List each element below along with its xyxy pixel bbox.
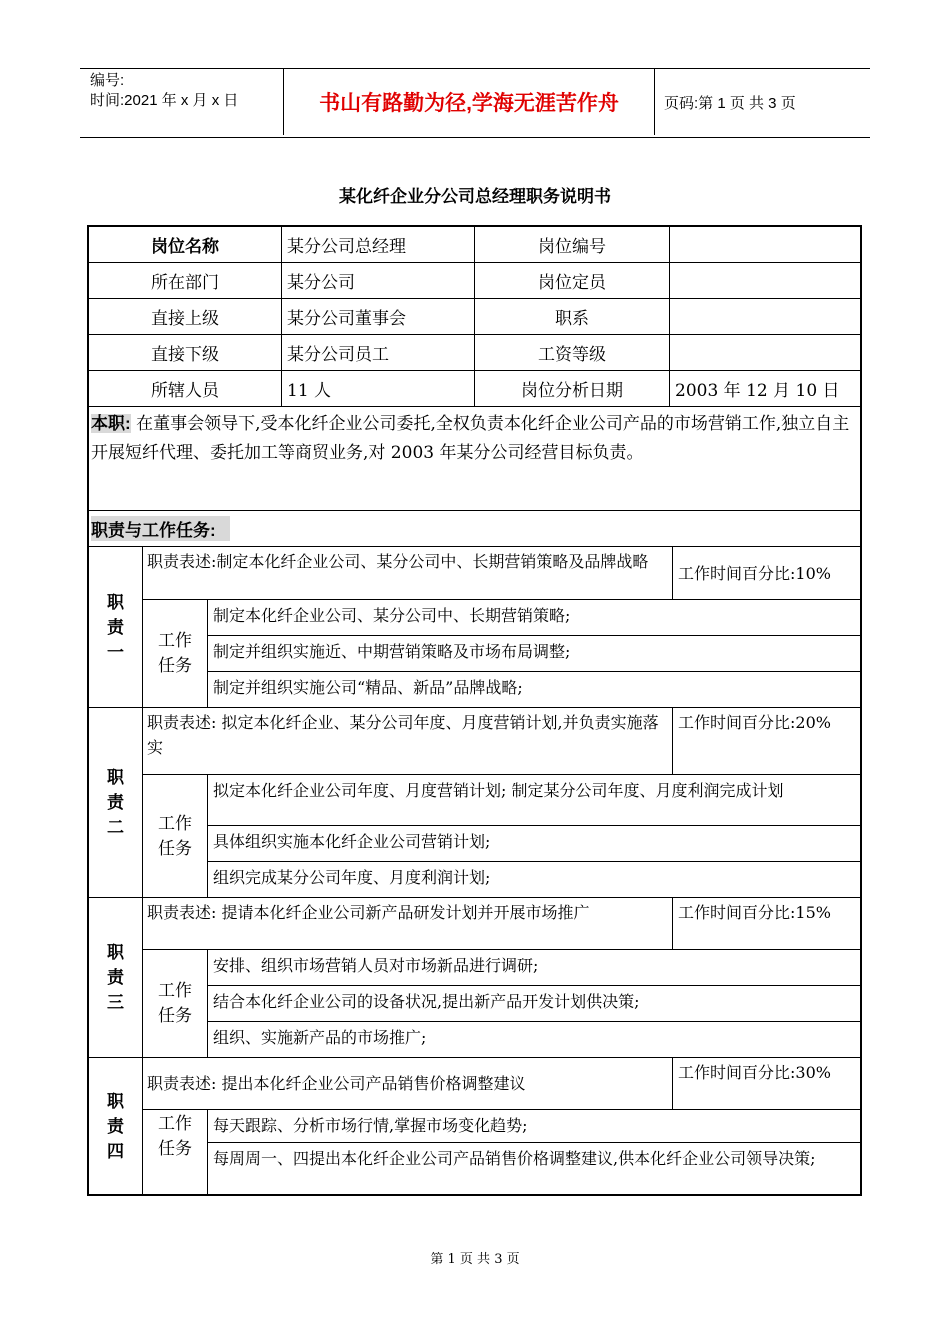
task-label-cell (143, 775, 208, 898)
responsibility-block (89, 1058, 860, 1194)
time-percentage: 工作时间百分比:10% (678, 564, 831, 583)
info-key: 岗位分析日期 (475, 371, 670, 406)
task-item: 制定本化纤企业公司、某分公司中、长期营销策略; (208, 600, 860, 636)
responsibility-block (89, 708, 860, 898)
responsibility-desc: 职责表述: 提请本化纤企业公司新产品研发计划并开展市场推广 (143, 898, 673, 949)
info-key: 所在部门 (89, 263, 282, 298)
document-title: 某化纤企业分公司总经理职务说明书 (339, 187, 611, 206)
task-item: 具体组织实施本化纤企业公司营销计划; (208, 826, 860, 862)
task-item: 拟定本化纤企业公司年度、月度营销计划; 制定某分公司年度、月度利润完成计划 (208, 775, 860, 826)
header-meta (90, 71, 280, 111)
info-key: 工资等级 (475, 335, 670, 370)
responsibility-block (89, 547, 860, 708)
duty-summary (89, 407, 860, 511)
info-row (89, 227, 860, 263)
time-percentage: 工作时间百分比:30% (678, 1063, 831, 1082)
responsibility-desc: 职责表述:制定本化纤企业公司、某分公司中、长期营销策略及品牌战略 (143, 547, 673, 599)
info-row (89, 371, 860, 407)
info-value: 某分公司董事会 (282, 299, 475, 334)
info-value: 某分公司总经理 (282, 227, 475, 262)
responsibility-desc-row (143, 708, 860, 775)
info-value: 某分公司 (282, 263, 475, 298)
responsibility-label: 职责四 (107, 1091, 124, 1161)
info-key: 岗位编号 (475, 227, 670, 262)
task-label: 工作任务 (158, 813, 192, 859)
task-item: 结合本化纤企业公司的设备状况,提出新产品开发计划供决策; (208, 986, 860, 1022)
task-item: 安排、组织市场营销人员对市场新品进行调研; (208, 950, 860, 986)
code-label: 编号: (90, 72, 125, 89)
info-value (670, 299, 860, 334)
info-row (89, 335, 860, 371)
header-motto: 书山有路勤为径,学海无涯苦作舟 (283, 69, 655, 135)
task-item: 组织、实施新产品的市场推广; (213, 1028, 427, 1047)
time-label: 时间:2021 年 x 月 x 日 (90, 92, 239, 109)
info-key: 职系 (475, 299, 670, 334)
header-page-info: 页码:第 1 页 共 3 页 (664, 94, 796, 112)
info-value: 11 人 (282, 371, 475, 406)
responsibility-label: 职责三 (107, 943, 124, 1012)
info-value (670, 227, 860, 262)
job-description-table (87, 225, 862, 1196)
task-item: 制定并组织实施近、中期营销策略及市场布局调整; (208, 636, 860, 672)
task-item: 每天跟踪、分析市场行情,掌握市场变化趋势; (208, 1110, 860, 1143)
info-key: 岗位名称 (89, 227, 282, 262)
duty-text: 在董事会领导下,受本化纤企业公司委托,全权负责本化纤企业公司产品的市场营销工作,独立自主开展短纤代理、委托加工等商贸业务,对 2003 年某分公司经营目标负责。 (91, 414, 850, 463)
responsibility-block (89, 898, 860, 1058)
responsibility-label-cell (89, 708, 143, 897)
info-value (670, 335, 860, 370)
task-label: 工作任务 (158, 981, 192, 1026)
task-group (143, 950, 860, 1058)
time-percentage: 工作时间百分比:20% (678, 713, 831, 732)
info-key: 直接下级 (89, 335, 282, 370)
task-label: 工作任务 (158, 1114, 192, 1159)
info-key: 直接上级 (89, 299, 282, 334)
responsibility-label-cell (89, 1058, 143, 1194)
info-value: 2003 年 12 月 10 日 (675, 381, 840, 401)
task-item: 组织完成某分公司年度、月度利润计划; (213, 868, 491, 887)
responsibility-label: 职责一 (107, 592, 124, 662)
section-title: 职责与工作任务: (91, 516, 230, 541)
task-label-cell (143, 1110, 208, 1194)
task-group (143, 1110, 860, 1194)
time-percentage: 工作时间百分比:15% (678, 903, 831, 922)
responsibility-label: 职责二 (107, 768, 124, 837)
info-value: 某分公司员工 (282, 335, 475, 370)
info-value (670, 263, 860, 298)
responsibility-label-cell (89, 547, 143, 707)
responsibility-desc-row (143, 1058, 860, 1110)
section-header (89, 511, 860, 547)
page-header (80, 68, 870, 138)
responsibility-desc: 职责表述: 拟定本化纤企业、某分公司年度、月度营销计划,并负责实施落实 (143, 708, 673, 774)
responsibility-desc-row (143, 547, 860, 600)
responsibility-label-cell (89, 898, 143, 1057)
info-key: 岗位定员 (475, 263, 670, 298)
page-footer: 第 1 页 共 3 页 (430, 1252, 520, 1267)
task-group (143, 775, 860, 898)
task-group (143, 600, 860, 708)
responsibility-desc-row (143, 898, 860, 950)
task-label-cell (143, 600, 208, 708)
info-row (89, 263, 860, 299)
task-label-cell (143, 950, 208, 1058)
task-item: 制定并组织实施公司“精品、新品”品牌战略; (213, 678, 523, 697)
duty-label: 本职: (91, 414, 131, 433)
task-item: 每周周一、四提出本化纤企业公司产品销售价格调整建议,供本化纤企业公司领导决策; (213, 1149, 816, 1168)
responsibility-desc: 职责表述: 提出本化纤企业公司产品销售价格调整建议 (143, 1058, 673, 1109)
info-key: 所辖人员 (89, 371, 282, 406)
task-label: 工作任务 (158, 631, 192, 676)
info-row (89, 299, 860, 335)
